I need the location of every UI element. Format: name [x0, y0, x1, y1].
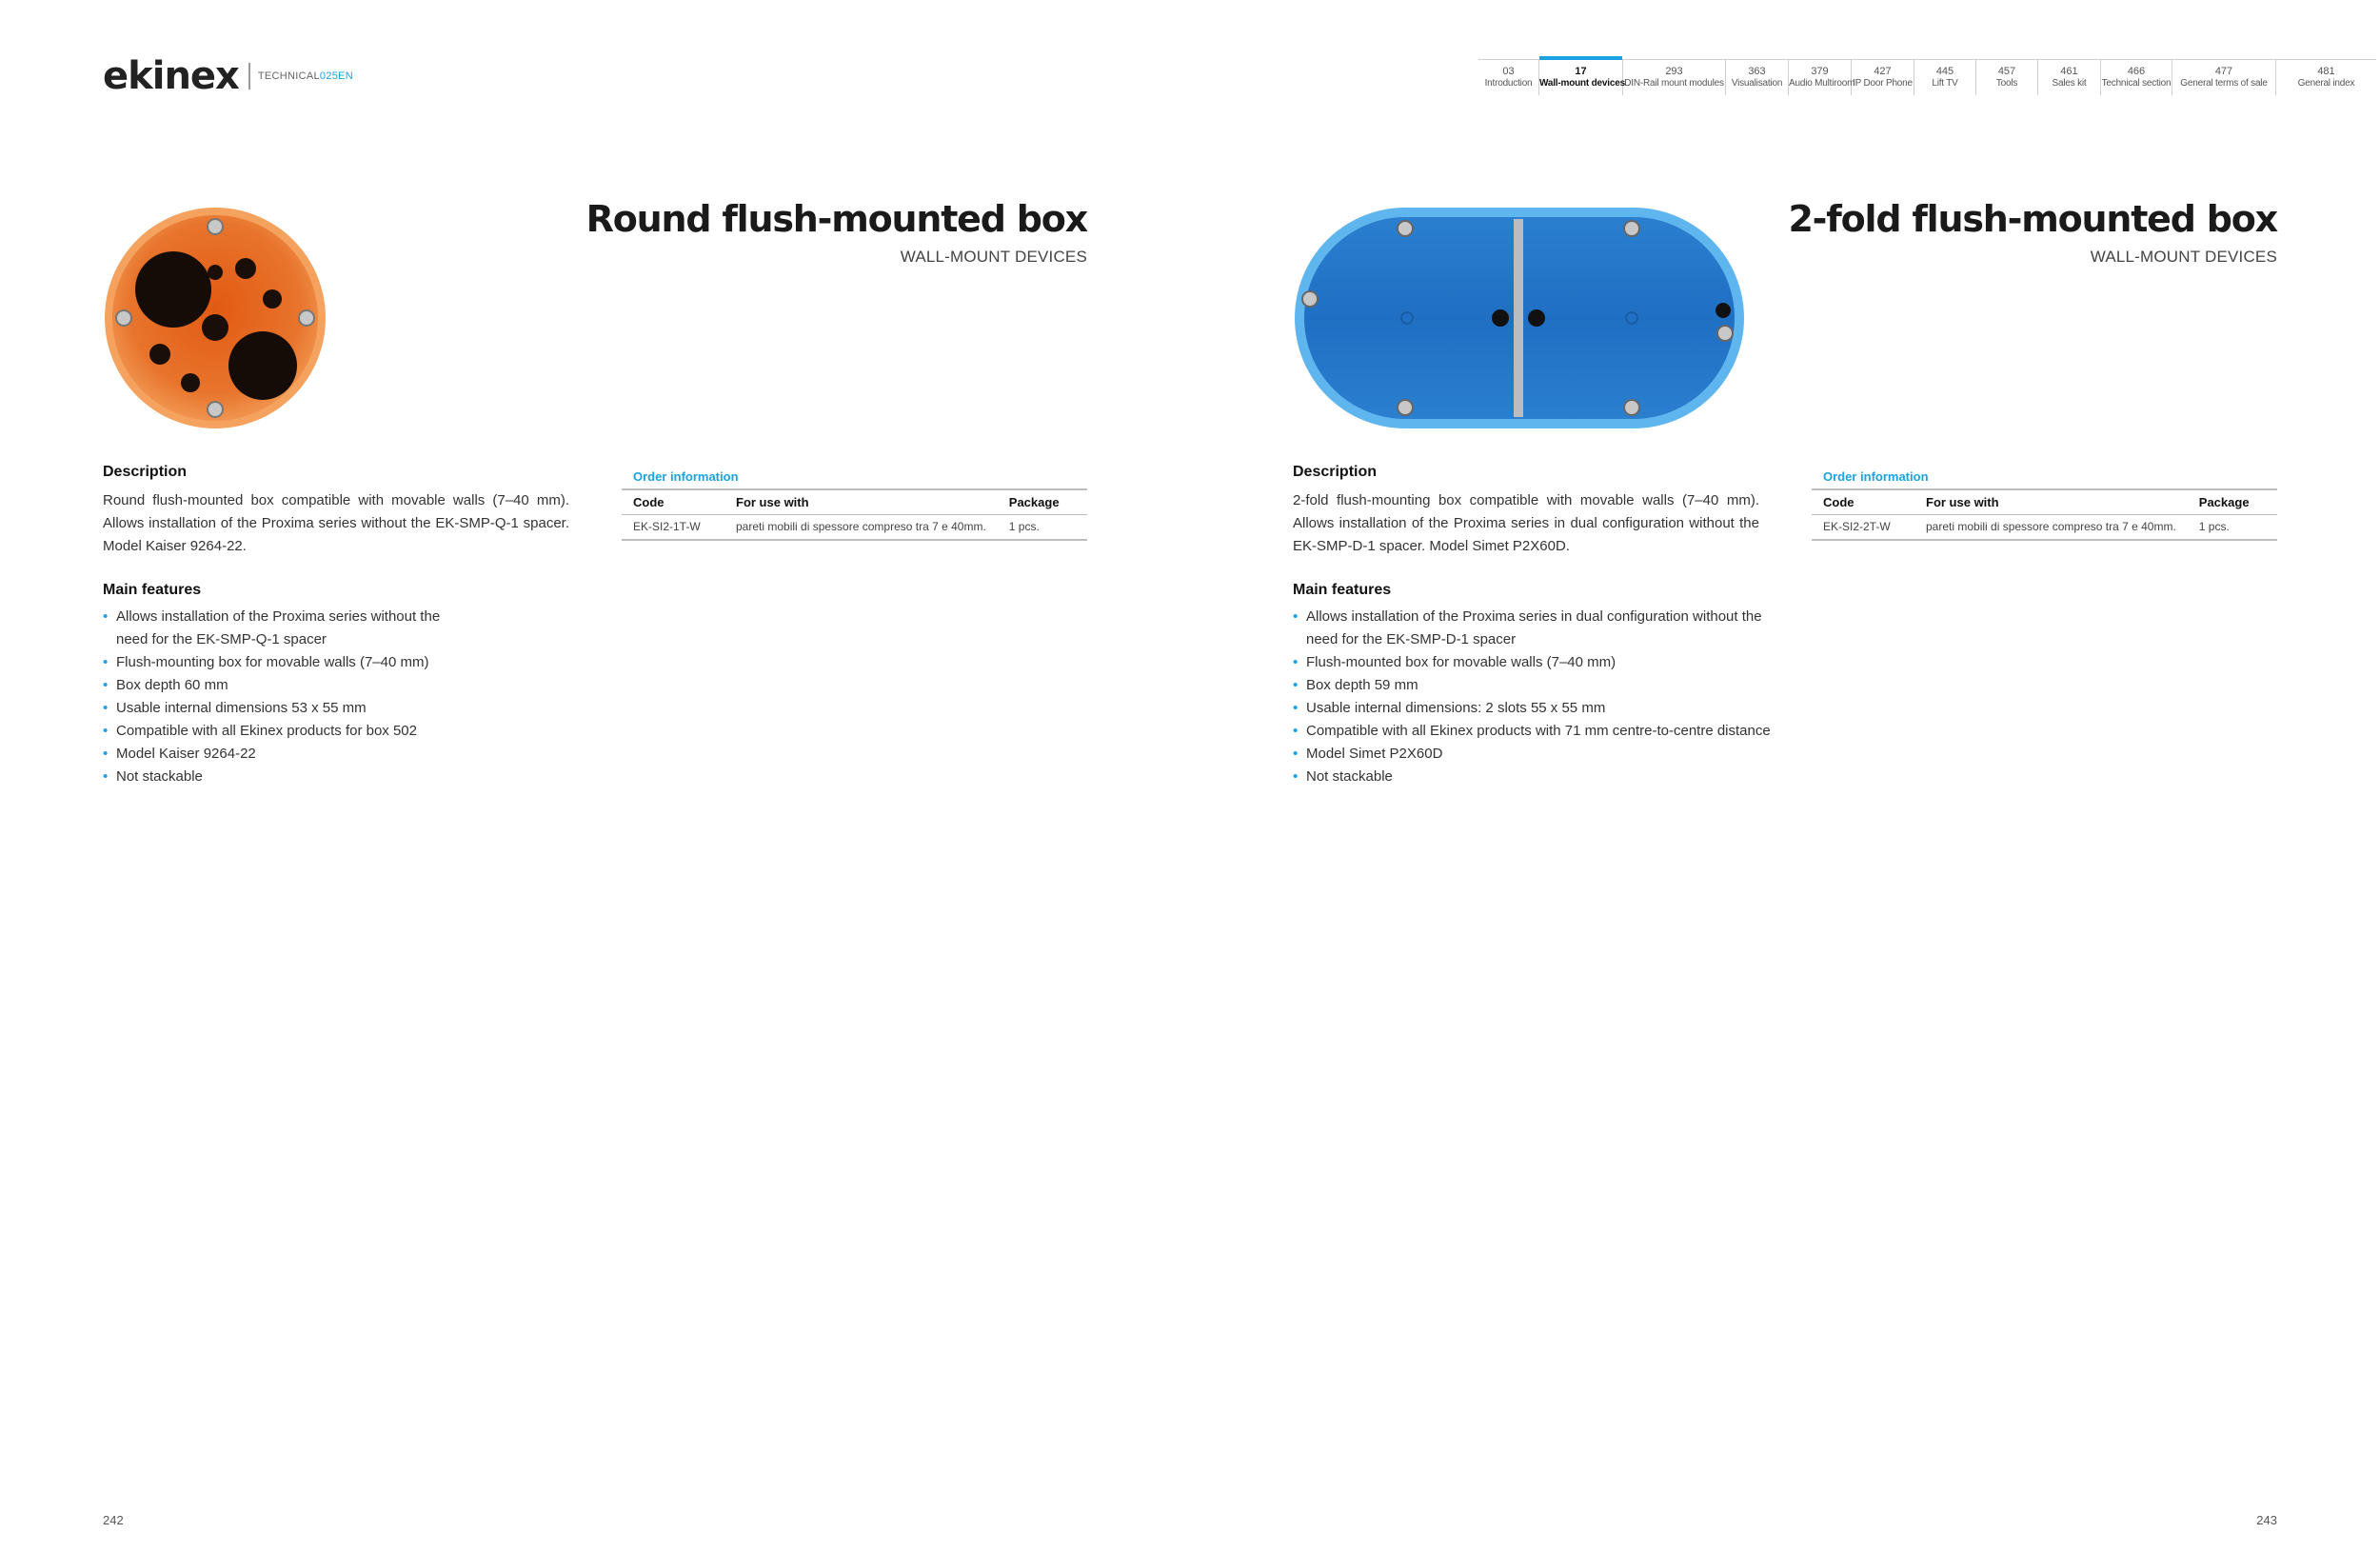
product-round-box — [103, 190, 1087, 819]
features-list — [103, 606, 598, 788]
description-heading: Description — [103, 464, 188, 480]
product-category: WALL-MOUNT DEVICES — [900, 248, 1087, 266]
feature-item: • Usable internal dimensions: 2 slots 55 x 55 mm — [1293, 697, 1788, 720]
brand-logo[interactable] — [103, 54, 354, 98]
nav-tab-general-index[interactable] — [2276, 60, 2376, 95]
product-title: Round flush-mounted box — [585, 198, 1087, 240]
nav-tab-label: IP Door Phone — [1853, 78, 1913, 89]
feature-item: • Usable internal dimensions 53 x 55 mm — [103, 697, 598, 720]
feature-item: • Allows installation of the Proxima series without the need for the EK-SMP-Q-1 spacer — [103, 606, 463, 651]
order-table — [622, 488, 1087, 541]
nav-tab-page: 445 — [1935, 66, 1954, 77]
feature-item: • Box depth 59 mm — [1293, 674, 1788, 697]
nav-tab-page: 466 — [2127, 66, 2146, 77]
nav-tab-label: DIN-Rail mount modules — [1624, 78, 1724, 89]
nav-tab-page: 17 — [1575, 66, 1587, 77]
nav-tab-page: 461 — [2060, 66, 2078, 77]
order-information — [622, 469, 1087, 541]
col-code: Code — [622, 489, 724, 514]
product-category: WALL-MOUNT DEVICES — [2090, 248, 2277, 266]
catalog-tag-code: 025EN — [319, 70, 354, 82]
description-text: Round flush-mounted box compatible with movable walls (7–40 mm). Allows installation of the Proxima series without the EK-SMP-Q-1 spacer. Model Kaiser 9264-22. — [103, 492, 569, 554]
catalog-tag-prefix: TECHNICAL — [257, 70, 320, 82]
nav-tab-introduction[interactable] — [1478, 60, 1539, 95]
nav-tab-technical-section[interactable] — [2101, 60, 2172, 95]
cell-package: 1 pcs. — [998, 514, 1087, 540]
nav-tab-wall-mount-devices[interactable] — [1539, 60, 1623, 95]
order-heading: Order information — [1823, 469, 1929, 484]
order-heading: Order information — [633, 469, 739, 484]
feature-item: • Not stackable — [1293, 766, 1788, 788]
nav-tab-label: Audio Multiroom — [1789, 78, 1855, 89]
nav-tab-label: Visualisation — [1731, 78, 1783, 89]
nav-tab-general-terms[interactable] — [2172, 60, 2276, 95]
table-row — [622, 514, 1087, 540]
cell-use: pareti mobili di spessore compreso tra 7 e 40mm. — [1914, 514, 2188, 540]
nav-tab-lift-tv[interactable] — [1914, 60, 1976, 95]
nav-tab-page: 293 — [1665, 66, 1683, 77]
features-heading: Main features — [1293, 582, 1392, 598]
nav-tab-page: 477 — [2214, 66, 2233, 77]
nav-tab-audio-multiroom[interactable] — [1789, 60, 1855, 95]
features-heading: Main features — [103, 582, 202, 598]
col-use: For use with — [1914, 489, 2188, 514]
nav-tab-label: General terms of sale — [2180, 78, 2268, 89]
feature-item: • Model Simet P2X60D — [1293, 743, 1788, 766]
nav-tab-page: 481 — [2317, 66, 2335, 77]
2-fold-box-image — [1293, 206, 1746, 430]
nav-tab-tools[interactable] — [1976, 60, 2038, 95]
nav-tab-page: 03 — [1502, 66, 1515, 77]
nav-tab-label: Introduction — [1484, 78, 1533, 89]
nav-tab-visualisation[interactable] — [1726, 60, 1789, 95]
feature-item: • Compatible with all Ekinex products for box 502 — [103, 720, 598, 743]
order-table — [1812, 488, 2277, 541]
features-list — [1293, 606, 1788, 788]
logo-wordmark: ekinex — [103, 54, 239, 98]
col-code: Code — [1812, 489, 1914, 514]
page-number-left: 242 — [103, 1513, 124, 1527]
nav-tab-page: 427 — [1874, 66, 1892, 77]
cell-use: pareti mobili di spessore compreso tra 7 e 40mm. — [724, 514, 998, 540]
feature-item: • Not stackable — [103, 766, 598, 788]
col-package: Package — [998, 489, 1087, 514]
nav-tab-label: Lift TV — [1932, 78, 1958, 89]
nav-tab-din-rail[interactable] — [1623, 60, 1726, 95]
nav-tab-page: 379 — [1811, 66, 1829, 77]
cell-code: EK-SI2-2T-W — [1812, 514, 1914, 540]
nav-tab-label: Technical section — [2101, 78, 2172, 89]
cell-code: EK-SI2-1T-W — [622, 514, 724, 540]
description-text: 2-fold flush-mounting box compatible with movable walls (7–40 mm). Allows installation of the Proxima series in dual configuration without the EK-SMP-D-1 spacer. Model Simet P2X60D. — [1293, 492, 1759, 554]
nav-tab-ip-door-phone[interactable] — [1852, 60, 1914, 95]
round-box-image — [103, 206, 327, 430]
feature-item: • Model Kaiser 9264-22 — [103, 743, 598, 766]
feature-item: • Box depth 60 mm — [103, 674, 598, 697]
cell-package: 1 pcs. — [2188, 514, 2277, 540]
nav-tab-label: Wall-mount devices — [1539, 78, 1625, 89]
nav-tab-label: Tools — [1995, 78, 2018, 89]
catalog-tag — [258, 70, 353, 82]
section-nav — [1478, 59, 2376, 95]
order-table-header — [1812, 489, 2277, 514]
nav-tab-page: 363 — [1748, 66, 1766, 77]
col-use: For use with — [724, 489, 998, 514]
feature-item: • Allows installation of the Proxima series in dual configuration without the need for the EK-SMP-D-1 spacer — [1293, 606, 1769, 651]
order-table-header — [622, 489, 1087, 514]
order-information — [1812, 469, 2277, 541]
nav-tab-label: Sales kit — [2052, 78, 2087, 89]
nav-tab-page: 457 — [1997, 66, 2016, 77]
feature-item: • Flush-mounted box for movable walls (7–40 mm) — [1293, 651, 1788, 674]
feature-item: • Flush-mounting box for movable walls (7–40 mm) — [103, 651, 598, 674]
page-number-right: 243 — [2256, 1513, 2277, 1527]
nav-tab-label: General index — [2297, 78, 2355, 89]
logo-divider — [248, 63, 250, 90]
nav-tab-sales-kit[interactable] — [2038, 60, 2101, 95]
description-heading: Description — [1293, 464, 1378, 480]
feature-item: • Compatible with all Ekinex products with 71 mm centre-to-centre distance — [1293, 720, 1788, 743]
table-row — [1812, 514, 2277, 540]
product-title: 2-fold flush-mounted box — [1788, 198, 2277, 240]
col-package: Package — [2188, 489, 2277, 514]
product-2-fold-box — [1293, 190, 2277, 819]
